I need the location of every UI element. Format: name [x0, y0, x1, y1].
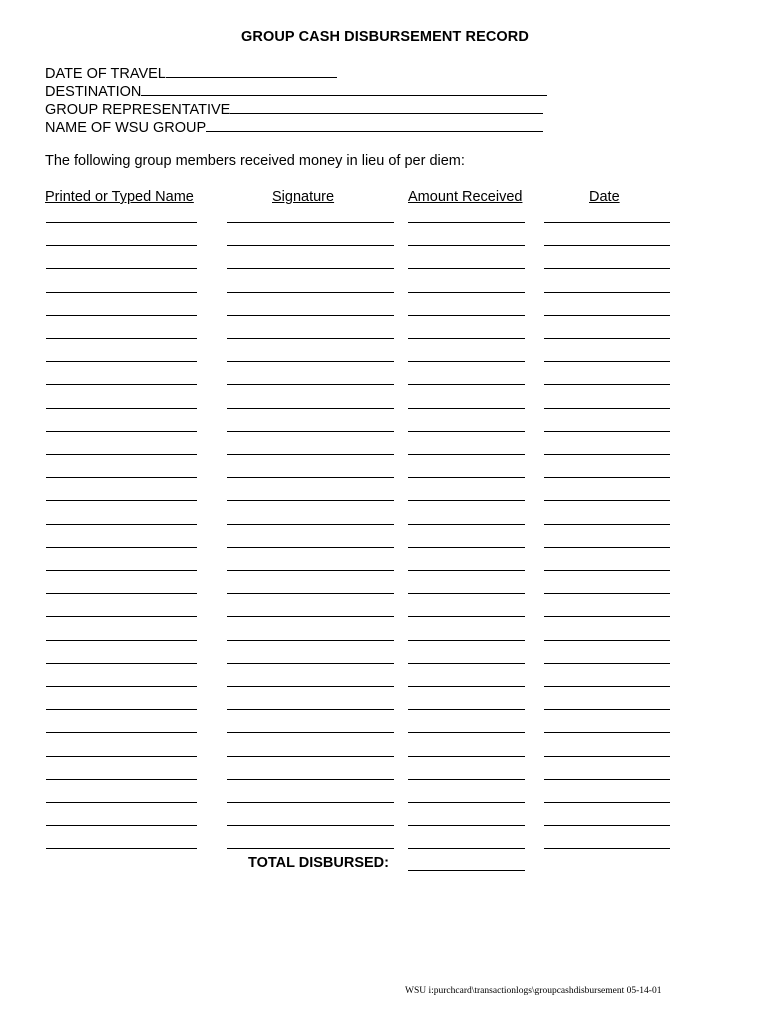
amount-line[interactable]	[408, 222, 525, 223]
amount-line[interactable]	[408, 477, 525, 478]
destination-label: DESTINATION	[45, 84, 142, 100]
signature-line[interactable]	[227, 292, 394, 293]
date-line[interactable]	[544, 732, 670, 733]
disbursement-rows	[0, 222, 770, 852]
name-line[interactable]	[46, 454, 197, 455]
table-row	[0, 570, 770, 571]
name-line[interactable]	[46, 709, 197, 710]
date-line[interactable]	[544, 663, 670, 664]
name-line[interactable]	[46, 640, 197, 641]
signature-line[interactable]	[227, 640, 394, 641]
table-row	[0, 524, 770, 525]
amount-line[interactable]	[408, 500, 525, 501]
date-line[interactable]	[544, 500, 670, 501]
signature-line[interactable]	[227, 361, 394, 362]
date-line[interactable]	[544, 686, 670, 687]
name-line[interactable]	[46, 547, 197, 548]
signature-line[interactable]	[227, 732, 394, 733]
date-line[interactable]	[544, 756, 670, 757]
name-line[interactable]	[46, 477, 197, 478]
date-line[interactable]	[544, 361, 670, 362]
amount-line[interactable]	[408, 663, 525, 664]
signature-line[interactable]	[227, 315, 394, 316]
amount-line[interactable]	[408, 361, 525, 362]
signature-line[interactable]	[227, 524, 394, 525]
table-row	[0, 848, 770, 849]
table-row	[0, 779, 770, 780]
name-line[interactable]	[46, 315, 197, 316]
signature-line[interactable]	[227, 500, 394, 501]
amount-line[interactable]	[408, 825, 525, 826]
signature-line[interactable]	[227, 663, 394, 664]
date-line[interactable]	[544, 802, 670, 803]
name-line[interactable]	[46, 802, 197, 803]
destination-input[interactable]	[141, 81, 547, 96]
signature-line[interactable]	[227, 245, 394, 246]
table-row	[0, 431, 770, 432]
table-row	[0, 802, 770, 803]
name-line[interactable]	[46, 431, 197, 432]
amount-line[interactable]	[408, 315, 525, 316]
column-header-date: Date	[589, 189, 620, 205]
table-row	[0, 338, 770, 339]
column-header-signature: Signature	[272, 189, 335, 205]
amount-line[interactable]	[408, 593, 525, 594]
table-row	[0, 408, 770, 409]
amount-line[interactable]	[408, 732, 525, 733]
name-line[interactable]	[46, 663, 197, 664]
name-line[interactable]	[46, 593, 197, 594]
signature-line[interactable]	[227, 756, 394, 757]
name-of-wsu-group-field	[45, 117, 543, 135]
name-line[interactable]	[46, 570, 197, 571]
name-line[interactable]	[46, 524, 197, 525]
total-disbursed-input[interactable]	[408, 870, 525, 871]
date-line[interactable]	[544, 292, 670, 293]
footer-reference: WSU i:purchcard\transactionlogs\groupcashdisbursement 05-14-01	[405, 986, 662, 996]
date-of-travel-label: DATE OF TRAVEL	[45, 66, 166, 82]
table-row	[0, 709, 770, 710]
signature-line[interactable]	[227, 779, 394, 780]
name-line[interactable]	[46, 245, 197, 246]
date-of-travel-input[interactable]	[166, 63, 337, 78]
signature-line[interactable]	[227, 825, 394, 826]
intro-text: The following group members received money in lieu of per diem:	[45, 153, 465, 169]
signature-line[interactable]	[227, 616, 394, 617]
amount-line[interactable]	[408, 802, 525, 803]
column-header-amount: Amount Received	[408, 189, 523, 205]
name-line[interactable]	[46, 384, 197, 385]
date-line[interactable]	[544, 709, 670, 710]
signature-line[interactable]	[227, 431, 394, 432]
group-representative-label: GROUP REPRESENTATIVE	[45, 102, 231, 118]
date-line[interactable]	[544, 408, 670, 409]
table-row	[0, 454, 770, 455]
name-line[interactable]	[46, 756, 197, 757]
table-row	[0, 640, 770, 641]
date-line[interactable]	[544, 640, 670, 641]
amount-line[interactable]	[408, 570, 525, 571]
name-of-wsu-group-input[interactable]	[206, 117, 543, 132]
table-row	[0, 315, 770, 316]
name-line[interactable]	[46, 408, 197, 409]
date-line[interactable]	[544, 547, 670, 548]
signature-line[interactable]	[227, 408, 394, 409]
name-line[interactable]	[46, 500, 197, 501]
amount-line[interactable]	[408, 779, 525, 780]
signature-line[interactable]	[227, 477, 394, 478]
table-row	[0, 686, 770, 687]
date-line[interactable]	[544, 848, 670, 849]
amount-line[interactable]	[408, 848, 525, 849]
table-row	[0, 361, 770, 362]
amount-line[interactable]	[408, 268, 525, 269]
amount-line[interactable]	[408, 292, 525, 293]
date-line[interactable]	[544, 338, 670, 339]
amount-line[interactable]	[408, 384, 525, 385]
amount-line[interactable]	[408, 338, 525, 339]
page-title: GROUP CASH DISBURSEMENT RECORD	[241, 29, 529, 45]
date-line[interactable]	[544, 222, 670, 223]
table-row	[0, 245, 770, 246]
date-line[interactable]	[544, 431, 670, 432]
destination-field	[45, 81, 547, 99]
name-line[interactable]	[46, 779, 197, 780]
name-line[interactable]	[46, 292, 197, 293]
signature-line[interactable]	[227, 384, 394, 385]
name-line[interactable]	[46, 268, 197, 269]
signature-line[interactable]	[227, 338, 394, 339]
amount-line[interactable]	[408, 431, 525, 432]
date-of-travel-field	[45, 63, 337, 81]
amount-line[interactable]	[408, 686, 525, 687]
date-line[interactable]	[544, 524, 670, 525]
table-row	[0, 547, 770, 548]
table-row	[0, 756, 770, 757]
group-representative-input[interactable]	[230, 99, 543, 114]
signature-line[interactable]	[227, 454, 394, 455]
name-line[interactable]	[46, 222, 197, 223]
table-row	[0, 593, 770, 594]
table-row	[0, 616, 770, 617]
signature-line[interactable]	[227, 802, 394, 803]
date-line[interactable]	[544, 384, 670, 385]
signature-line[interactable]	[227, 593, 394, 594]
table-row	[0, 222, 770, 223]
amount-line[interactable]	[408, 709, 525, 710]
group-representative-field	[45, 99, 543, 117]
name-line[interactable]	[46, 361, 197, 362]
date-line[interactable]	[544, 779, 670, 780]
name-line[interactable]	[46, 848, 197, 849]
signature-line[interactable]	[227, 547, 394, 548]
amount-line[interactable]	[408, 454, 525, 455]
name-line[interactable]	[46, 338, 197, 339]
amount-line[interactable]	[408, 245, 525, 246]
table-row	[0, 500, 770, 501]
table-row	[0, 292, 770, 293]
date-line[interactable]	[544, 315, 670, 316]
name-line[interactable]	[46, 732, 197, 733]
date-line[interactable]	[544, 616, 670, 617]
date-line[interactable]	[544, 245, 670, 246]
table-row	[0, 663, 770, 664]
amount-line[interactable]	[408, 524, 525, 525]
signature-line[interactable]	[227, 848, 394, 849]
name-of-wsu-group-label: NAME OF WSU GROUP	[45, 120, 207, 136]
signature-line[interactable]	[227, 222, 394, 223]
total-disbursed-label: TOTAL DISBURSED:	[248, 855, 389, 871]
signature-line[interactable]	[227, 686, 394, 687]
amount-line[interactable]	[408, 616, 525, 617]
table-row	[0, 732, 770, 733]
table-row	[0, 268, 770, 269]
table-row	[0, 825, 770, 826]
date-line[interactable]	[544, 825, 670, 826]
signature-line[interactable]	[227, 709, 394, 710]
date-line[interactable]	[544, 593, 670, 594]
column-header-name: Printed or Typed Name	[45, 189, 194, 205]
signature-line[interactable]	[227, 268, 394, 269]
table-row	[0, 477, 770, 478]
table-row	[0, 384, 770, 385]
amount-line[interactable]	[408, 408, 525, 409]
name-line[interactable]	[46, 686, 197, 687]
signature-line[interactable]	[227, 570, 394, 571]
amount-line[interactable]	[408, 756, 525, 757]
name-line[interactable]	[46, 616, 197, 617]
amount-line[interactable]	[408, 640, 525, 641]
date-line[interactable]	[544, 454, 670, 455]
amount-line[interactable]	[408, 547, 525, 548]
name-line[interactable]	[46, 825, 197, 826]
date-line[interactable]	[544, 477, 670, 478]
date-line[interactable]	[544, 570, 670, 571]
date-line[interactable]	[544, 268, 670, 269]
